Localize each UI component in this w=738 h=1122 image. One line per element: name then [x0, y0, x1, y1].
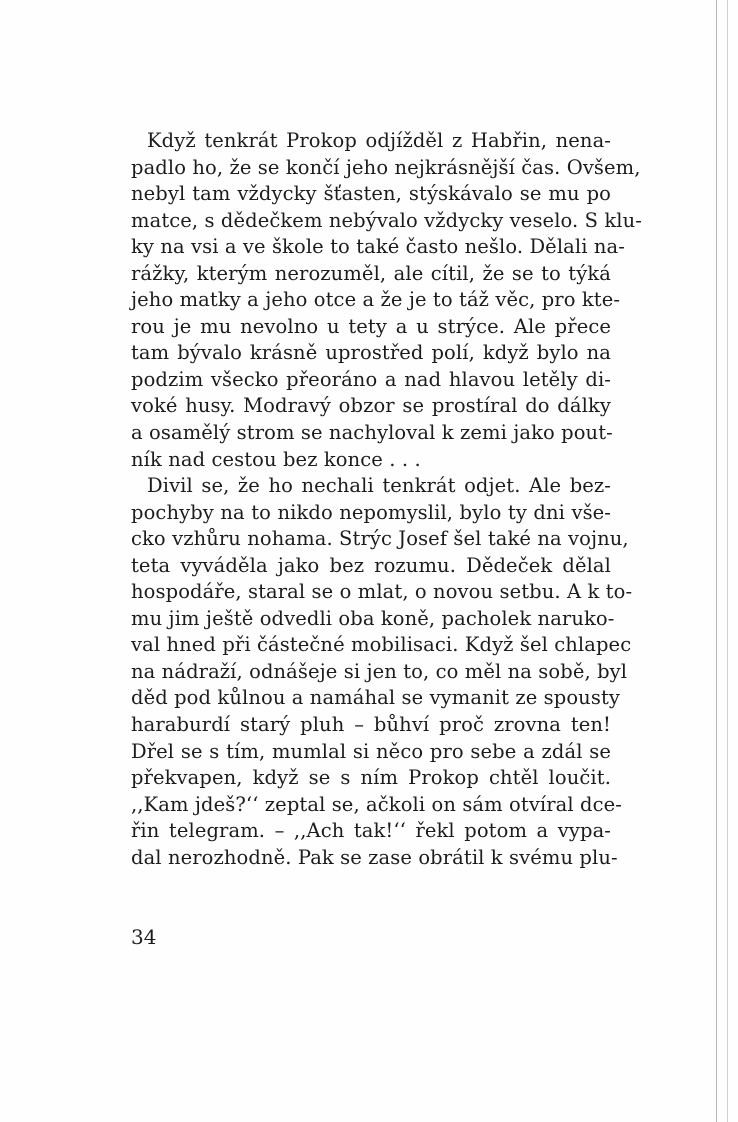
text-line: rážky, kterým nerozuměl, ale cítil, že se to týká: [131, 261, 611, 285]
page-edge-line-outer: [727, 0, 728, 1122]
text-line: podzim všecko přeoráno a nad hlavou letěly di-: [131, 367, 611, 391]
text-line: dal nerozhodně. Pak se zase obrátil k svému plu-: [131, 845, 618, 869]
text-line: na nádraží, odnášeje si jen to, co měl na sobě, byl: [131, 659, 628, 683]
text-line: rou je mu nevolno u tety a u strýce. Ale přece: [131, 314, 611, 338]
text-line: nebyl tam vždycky šťasten, stýskávalo se mu po: [131, 182, 611, 206]
page-edge-line: [716, 0, 717, 1122]
text-line: tam bývalo krásně uprostřed polí, když bylo na: [131, 341, 611, 365]
text-line: pochyby na to nikdo nepomyslil, bylo ty dni vše-: [131, 500, 611, 524]
text-line: děd pod kůlnou a namáhal se vymanit ze spousty: [131, 686, 621, 710]
text-line: Dřel se s tím, mumlal si něco pro sebe a zdál se: [131, 739, 611, 763]
page-number: 34: [131, 925, 157, 949]
text-line: Když tenkrát Prokop odjížděl z Habřin, nena-: [147, 129, 611, 152]
text-line: teta vyváděla jako bez rozumu. Dědeček dělal: [131, 553, 611, 577]
text-line: matce, s dědečkem nebývalo vždycky veselo. S klu-: [131, 208, 642, 232]
text-line: Divil se, že ho nechali tenkrát odjet. Ale bez-: [147, 474, 611, 498]
text-line: překvapen, když se s ním Prokop chtěl loučit.: [131, 766, 611, 790]
text-line: mu jim ještě odvedli oba koně, pacholek naruko-: [131, 606, 615, 630]
body-text: [131, 128, 642, 871]
text-line: a osamělý strom se nachyloval k zemi jako pout-: [131, 421, 613, 445]
text-line: padlo ho, že se končí jeho nejkrásnější čas. Ovšem,: [131, 155, 641, 179]
text-line: ,,Kam jdeš?‘‘ zeptal se, ačkoli on sám otvíral dce-: [131, 792, 622, 816]
text-line: val hned při částečné mobilisaci. Když šel chlapec: [131, 633, 632, 657]
text-line: voké husy. Modravý obzor se prostíral do dálky: [131, 394, 611, 418]
text-line: ky na vsi a ve škole to také často nešlo. Dělali na-: [131, 235, 625, 259]
text-line: jeho matky a jeho otce a že je to táž věc, pro kte-: [131, 288, 621, 312]
text-line: hospodáře, staral se o mlat, o novou setbu. A k to-: [131, 580, 633, 604]
text-line: řin telegram. – ,,Ach tak!‘‘ řekl potom a vypa-: [131, 819, 611, 843]
text-line: cko vzhůru nohama. Strýc Josef šel také na vojnu,: [131, 527, 629, 551]
text-line: haraburdí starý pluh – bůhví proč zrovna ten!: [131, 713, 611, 737]
text-line: ník nad cestou bez konce . . .: [131, 447, 421, 471]
